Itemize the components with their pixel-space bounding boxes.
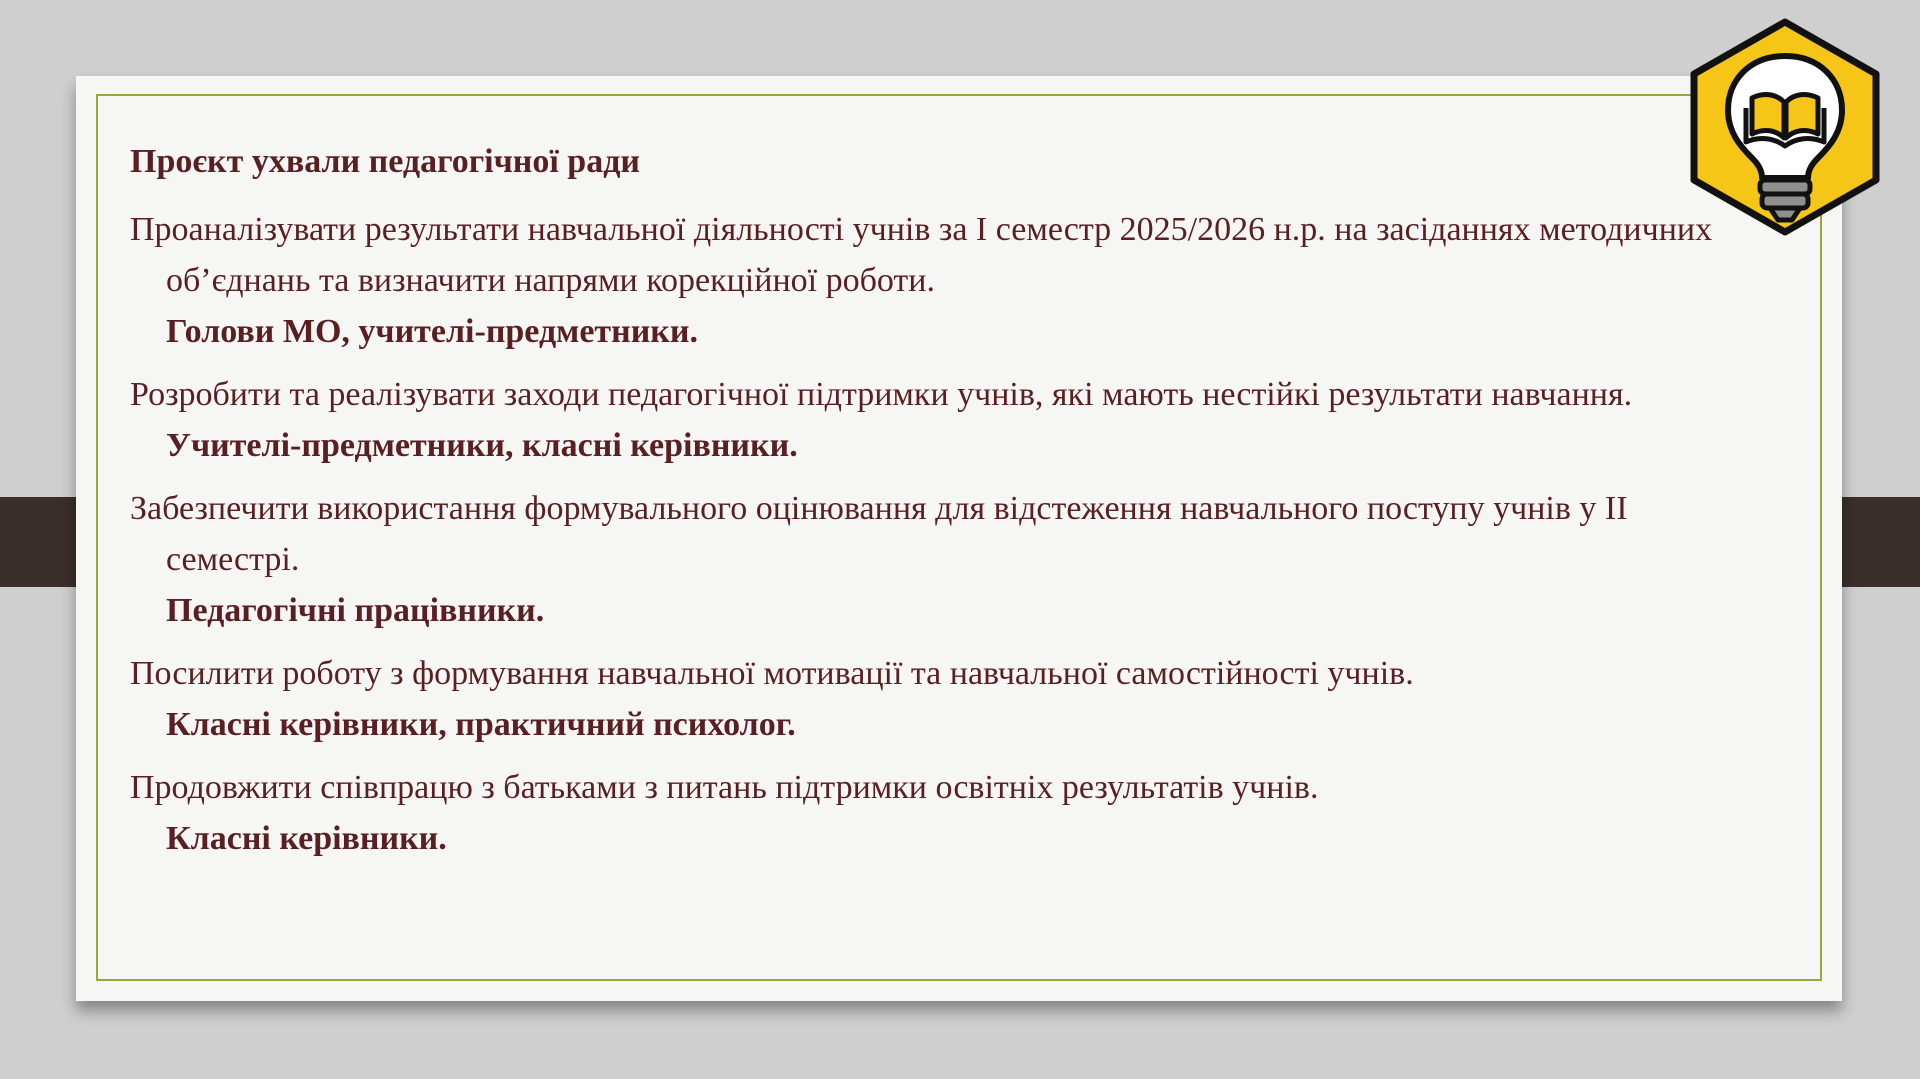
resolution-item-3 xyxy=(130,483,1730,636)
resolution-text: Забезпечити використання формувального оцінювання для відстеження навчального поступу учнів у ІІ семестрі. xyxy=(130,490,1628,578)
resolution-item-4 xyxy=(130,648,1730,750)
resolution-responsible: Голови МО, учителі-предметники. xyxy=(166,313,698,350)
resolution-responsible: Педагогічні працівники. xyxy=(166,592,545,629)
slide-card xyxy=(76,76,1842,1001)
slide-title: Проєкт ухвали педагогічної ради xyxy=(130,143,640,180)
lightbulb-book-icon xyxy=(1680,16,1890,246)
resolution-responsible: Учителі-предметники, класні керівники. xyxy=(166,427,798,464)
resolution-responsible: Класні керівники. xyxy=(166,820,447,857)
resolution-responsible: Класні керівники, практичний психолог. xyxy=(166,706,796,743)
resolution-text: Продовжити співпрацю з батьками з питань підтримки освітніх результатів учнів. xyxy=(130,769,1319,806)
resolution-item-2 xyxy=(130,369,1730,471)
resolution-item-1 xyxy=(130,204,1730,357)
resolution-text: Посилити роботу з формування навчальної мотивації та навчальної самостійності учнів. xyxy=(130,655,1414,692)
resolution-item-5 xyxy=(130,762,1730,864)
resolution-text: Проаналізувати результати навчальної діяльності учнів за І семестр 2025/2026 н.р. на засіданнях методичних об’єднань та визначити напрями корекційної роботи. xyxy=(130,211,1713,299)
slide-content xyxy=(130,140,1730,876)
resolution-text: Розробити та реалізувати заходи педагогічної підтримки учнів, які мають нестійкі результати навчання. xyxy=(130,376,1633,413)
